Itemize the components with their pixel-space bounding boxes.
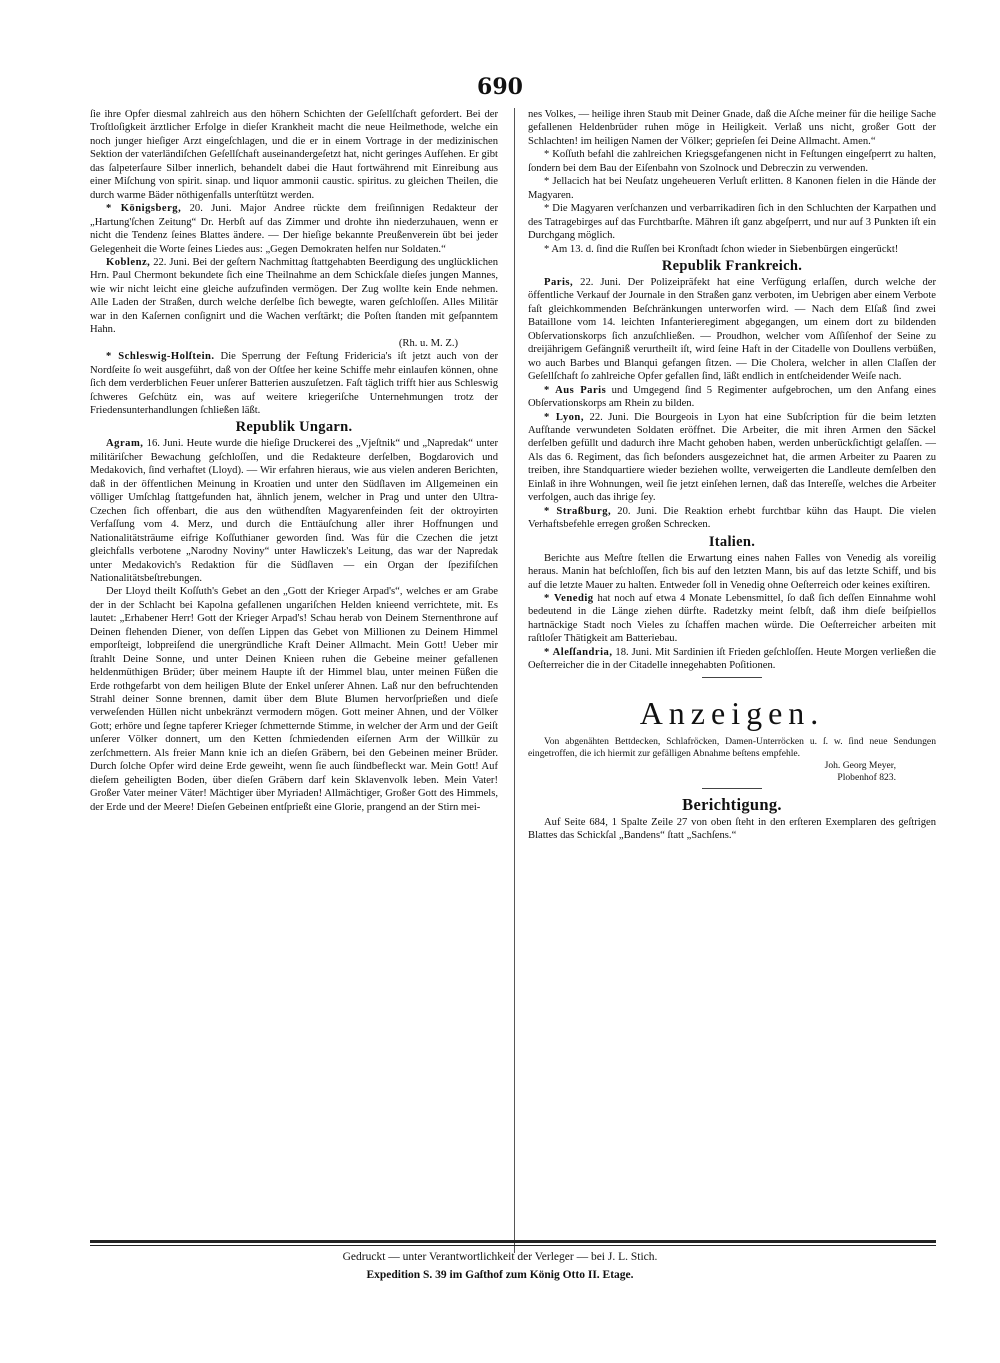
article-paragraph bbox=[528, 243, 936, 256]
article-paragraph bbox=[528, 646, 936, 673]
article-paragraph bbox=[528, 816, 936, 843]
section-heading: Italien. bbox=[708, 533, 756, 550]
paragraph-text: und Umgegend ſind 5 Regimenter aufgebrochen, um den Anfang eines Obſervationskorps am Rhein zu bilden. bbox=[528, 384, 936, 410]
dateline-place: * Straßburg, bbox=[544, 505, 612, 517]
paragraph-text: * Die Magyaren verſchanzen und verbarrikadiren ſich in den Schluchten der Karpathen und des Tatragebirges auf das Furchtbarſte. Mähren iſt ganz abgeſperrt, und nur auf 3 Punkten iſt ein Durchgang möglich. bbox=[528, 203, 936, 242]
advertiser-signature: Joh. Georg Meyer, bbox=[824, 759, 896, 771]
advertisement-signature bbox=[528, 772, 936, 784]
paragraph-text: * Jellacich hat bei Neuſatz ungeheueren Verluſt erlitten. 8 Kanonen fielen in die Hände der Magyaren. bbox=[528, 176, 936, 201]
article-paragraph bbox=[90, 108, 498, 202]
paragraph-text: * Koſſuth befahl die zahlreichen Kriegsgefangenen nicht in Feſtungen eingeſperrt zu halten, ſondern bei dem Bau der Eiſenbahn von Szolnock und Debreczin zu verwenden. bbox=[528, 149, 936, 174]
article-paragraph bbox=[528, 411, 936, 505]
article-paragraph bbox=[528, 148, 936, 175]
paragraph-text: 18. Juni. Mit Sardinien iſt Frieden geſchloſſen. Heute Morgen verließen die Oeſterreicher die in der Citadelle innegehabten Poſitionen. bbox=[528, 646, 936, 672]
footer-rule bbox=[90, 1240, 936, 1243]
dateline-place: * Lyon, bbox=[544, 411, 584, 423]
dateline-place: Koblenz, bbox=[106, 256, 151, 268]
paragraph-text: ſie ihre Opfer diesmal zahlreich aus den höhern Schichten der Geſellſchaft gefordert. Bei der Troſtloſigkeit ärztlicher Erfolge in dieſer Krankheit macht die neue Heilmethode, welche ein noch junger hieſiger Arzt eingeſchlagen, und die er in einem Vortrage in der medizinischen Sektion der vaterländiſchen Geſellſchaft auseinandergeſetzt hat, nicht geringes Aufſehen. Er gibt das ſalpeterſaure Silber innerlich, behandelt dabei die Haut fortwährend mit Einreibung aus einer Miſchung von spirit. sinap. und liquor ammonii caustic. spiritus. zu gleichen Theilen, die durch warme Bäder nöthigenfalls unterſtützt werden. bbox=[90, 109, 498, 201]
article-paragraph bbox=[90, 256, 498, 337]
separator-rule bbox=[702, 788, 762, 789]
paragraph-text: 22. Juni. Die Bourgeois in Lyon hat eine Subſcription für die beim letzten Aufſtande verwundeten Soldaten eröffnet. Die Arbeiter, die mit ihren Armen den Säckel derſelben gefüllt und dadurch ihre Macht gehoben haben, werden unberückſichtigt gelaſſen. — Als das 6. Regiment, das ſich beſonders ausgezeichnet hat, die armen Arbeiter zu Paaren zu treiben, ihre Standquartiere wieder beziehen wollte, verweigerten die Landleute demſelben den Einlaß in ihre Wohnungen, weil ſie jetzt einſehen lernen, daß das Intereſſe, welches die Arbeiter verfolgen, auch das ihrige ſey. bbox=[528, 411, 937, 504]
paragraph-text: Auf Seite 684, 1 Spalte Zeile 27 von oben ſteht in den erſteren Exemplaren des geſtrigen Blattes das Schickſal „Bandens“ ſtatt „Sachſens.“ bbox=[528, 816, 936, 842]
dateline-place: * Schleswig-Holſtein. bbox=[106, 351, 215, 363]
article-paragraph bbox=[90, 437, 498, 585]
dateline-place: * Aleſſandria, bbox=[544, 646, 613, 658]
section-heading: Anzeigen. bbox=[639, 694, 825, 731]
article-paragraph bbox=[90, 350, 498, 417]
dateline-place: * Aus Paris bbox=[544, 384, 607, 396]
paragraph-text: * Am 13. d. ſind die Ruſſen bei Kronſtadt ſchon wieder in Siebenbürgen eingerückt! bbox=[544, 243, 899, 255]
expedition-line: Expedition S. 39 im Gaſthof zum König Otto II. Etage. bbox=[366, 1269, 634, 1281]
article-paragraph bbox=[528, 108, 936, 148]
article-paragraph bbox=[528, 202, 936, 242]
paragraph-text: 20. Juni. Die Reaktion erhebt furchtbar kühn das Haupt. Die vielen Verhaftsbefehle erregen großen Schrecken. bbox=[528, 505, 937, 531]
section-heading: Berichtigung. bbox=[682, 794, 782, 814]
article-paragraph bbox=[528, 175, 936, 202]
article-paragraph bbox=[528, 552, 936, 592]
section-heading: Republik Frankreich. bbox=[661, 257, 803, 274]
article-paragraph bbox=[528, 505, 936, 532]
paragraph-text: 16. Juni. Heute wurde die hieſige Druckerei des „Vjeſtnik“ und „Napredak“ unter militäriſcher Bewachung geſchloſſen, und die Redakteure derſelben, Bogdarovich und Medakovich, ſind verhaftet (Lloyd). — Wir erfahren hieraus, wie aus vielen anderen Berichten, daß in der öffentlichen Meinung in Kroatien und unter den Südſlaven im Allgemeinen ein völliger Umſchlag ſtattgefunden hat, ähnlich jenem, welcher in Prag und unter den Ultra-Czechen ſich offenbart, die aus den wüthendſten Magyarenfeinden ſeit der oktroyirten Verfaſſung vom 4. Merz, und durch die Enttäuſchung aller ihrer Hoffnungen und Nationalitätsträume eifrige Koſſuthianer geworden ſind. Was für die Czechen die jetzt gleichfalls verbotene „Narodny Noviny“ unter Hawliczek's Leitung, das war der Napredak unter Medakovich's Redaktion für die Südſlaven — ein Organ der ſpezifiſchen Nationalitätsbeſtrebungen. bbox=[90, 438, 498, 584]
article-paragraph bbox=[90, 202, 498, 256]
paragraph-text: 20. Juni. Major Andree rückte dem freiſinnigen Redakteur der „Hartung'ſchen Zeitung“ Dr. Herbſt auf das Zimmer und drohte ihn niederzuhauen, wenn er nicht die Tendenz ſeines Blattes ändere. — Der hieſige bekannte Preußenverein übt bei jeder Gelegenheit die Worte ſeines Liedes aus: „Gegen Demokraten helfen nur Soldaten.“ bbox=[90, 203, 498, 255]
paragraph-text: nes Volkes, — heilige ihren Staub mit Deiner Gnade, daß die Aſche meiner für die heilige Sache gefallenen Heldenbrüder ruhen möge in Heiligkeit. Verlaß uns nicht, großer Gott der Schlachten! im heiligen Namen der Völker; geprieſen ſei Deine Allmacht. Amen.“ bbox=[528, 109, 936, 147]
article-paragraph bbox=[528, 384, 936, 411]
dateline-place: * Königsberg, bbox=[106, 203, 182, 215]
dateline-place: Agram, bbox=[106, 438, 144, 450]
paragraph-text: Berichte aus Meſtre ſtellen die Erwartung eines nahen Falles von Venedig als voreilig heraus. Manin hat beſchloſſen, ſich bis auf den letzten Mann, bis auf das letzte Schiff, und bis auf die letzte Mauer zu halten. Entweder ſoll in Venedig ohne Oeſterreich oder keines exiſtiren. bbox=[528, 552, 936, 591]
paragraph-text: hat noch auf etwa 4 Monate Lebensmittel, ſo daß ſich deſſen Einnahme wohl bedeutend in die Länge ziehen dürfte. Radetzky meint ſelbſt, daß ihm dieſe beiſpiellos hartnäckige Stadt noch Vieles zu ſchaffen machen würde. Die Oeſterreicher arbeiten mit raſtloſer Thätigkeit am Batteriebau. bbox=[528, 592, 937, 645]
advertisement-signature bbox=[528, 760, 936, 772]
advertisement bbox=[528, 736, 936, 760]
source-attribution: (Rh. u. M. Z.) bbox=[398, 337, 458, 349]
article-paragraph bbox=[528, 276, 936, 384]
footer-rule bbox=[90, 1245, 936, 1246]
paragraph-text: 22. Juni. Der Polizeipräfekt hat eine Verfügung erlaſſen, durch welche der öffentliche Verkauf der Journale in den Straßen ganz verboten, im Uebrigen aber einem Verbote faſt gleichkommenden Beſchränkungen unterworfen wird. — Nach dem Elſaß ſind zwei Bataillone vom 14. leichten Infanterieregiment abgegangen, um einem dort zu bildenden Obſervationskorps ſich anzuſchließen. — Proudhon, welcher vom Aſſiſenhof der Seine zu dreijährigem Gefängniß verurtheilt iſt, wird ſeine Haft in der Citadelle von Doullens verbüßen, wo auch Barbes und Blanqui gefangen ſitzen. — Die Cholera, welcher in allen Claſſen der Geſellſchaft ſo zahlreiche Opfer gefallen ſind, läßt endlich in entſcheidender Weiſe nach. bbox=[528, 276, 936, 383]
paragraph-text: Der Lloyd theilt Koſſuth's Gebet an den „Gott der Krieger Arpad's“, welches er am Grabe der in der Schlacht bei Kapolna gefallenen ungariſchen Helden knieend verrichtete, mit. Es lautet: „Erhabener Herr! Gott der Krieger Arpad's! Schau herab von Deinem Sternenthrone auf Deinen flehenden Diener, von deſſen Lippen das Gebet von Millionen zu Deinem Himmel emporſteigt, lobpreiſend die unergründliche Kraft Deiner Allmacht. Mein Gott! Ueber mir ſtrahlt Deine Sonne, und unter Deinen Knieen ruhen die Gebeine meiner gefallenen heldenmüthigen Brüder; über meinem Haupte iſt der Himmel blau, unter meinen Füßen die Erde rothgefarbt von dem heiligen Blute der Enkel unſerer Ahnen. Laß nur den befruchtenden Strahl deiner Sonne brennen, damit über dem Blute Blumen hervorſprießen und dieſe verweſenden Hüllen nicht unbekränzt vermodern mögen. Gott meiner Ahnen, und der Völker Gott; erhöre und ſegne tapferer Krieger ſchmetternde Stimme, in welcher der Arm und der Geiſt unſerer Völker donnert, um den Ketten ſchmiedenden eiſernen Arm der Willkür zu zerſchmettern. Als freier Mann knie ich an dieſen Gräbern, bei den Gebeinen meiner Brüder. Durch ſolche Opfer wird deine Erde geweiht, wenn ſie auch ſündbefleckt war. Mein Gott! Auf dieſem geheiligten Boden, über dieſen Gräbern darf kein Sklavenvolk leben. Mein Vater! Großer Vater meiner Väter! Mächtiger über Myriaden! Allmächtiger, Großer Gott des Himmels, der Erde und der Meere! Dieſen Gebeinen entſprießt eine Glorie, prangend an der Stirn mei- bbox=[90, 586, 498, 813]
advertiser-signature: Plobenhof 823. bbox=[837, 771, 896, 783]
column-divider bbox=[514, 108, 515, 1253]
dateline-place: * Venedig bbox=[544, 592, 594, 604]
dateline-place: Paris, bbox=[544, 276, 574, 288]
advertisement-text: Von abgenähten Bettdecken, Schlafröcken, Damen-Unterröcken u. ſ. w. ſind neue Sendungen eingetroffen, die ich hiermit zur gefälligen Abnahme beſtens empfehle. bbox=[528, 735, 936, 759]
right-column bbox=[528, 108, 936, 843]
section-heading: Republik Ungarn. bbox=[235, 419, 353, 436]
article-paragraph bbox=[528, 592, 936, 646]
paragraph-text: 22. Juni. Bei der geſtern Nachmittag ſtattgehabten Beerdigung des unglücklichen Hrn. Paul Chermont bekundete ſich eine Theilnahme an dem Schickſale dieſes jungen Mannes, wie wir nicht leicht eine gleiche aufzufinden vermögen. Der Zug wollte kein Ende nehmen. Alle Laden der Straßen, durch welche derſelbe ſich bewegte, waren geſchloſſen. Alles Militär war in den Kaſernen conſignirt und die Wachen verſtärkt; die Poſten ſtanden mit geſpanntem Hahn. bbox=[90, 256, 498, 336]
article-paragraph bbox=[90, 585, 498, 814]
separator-rule bbox=[702, 677, 762, 678]
paragraph-text: Die Sperrung der Feſtung Fridericia's iſt jetzt auch von der Nordſeite ſo weit ausgeführt, daß von der Oſtſee her keine Schiffe mehr einlaufen können, ohne ſich dem verderblichen Feuer unſerer Batterien auszuſetzen. Faſt täglich trifft hier aus Schleswig ſchweres Geſchütz ein, was auf weitere kriegeriſche Unternehmungen trotz der Friedensunterhandlungen ſchließen läßt. bbox=[90, 351, 498, 416]
page-number: 690 bbox=[477, 74, 523, 100]
left-column bbox=[90, 108, 498, 814]
imprint-line: Gedruckt — unter Verantwortlichkeit der Verleger — bei J. L. Stich. bbox=[342, 1251, 658, 1263]
